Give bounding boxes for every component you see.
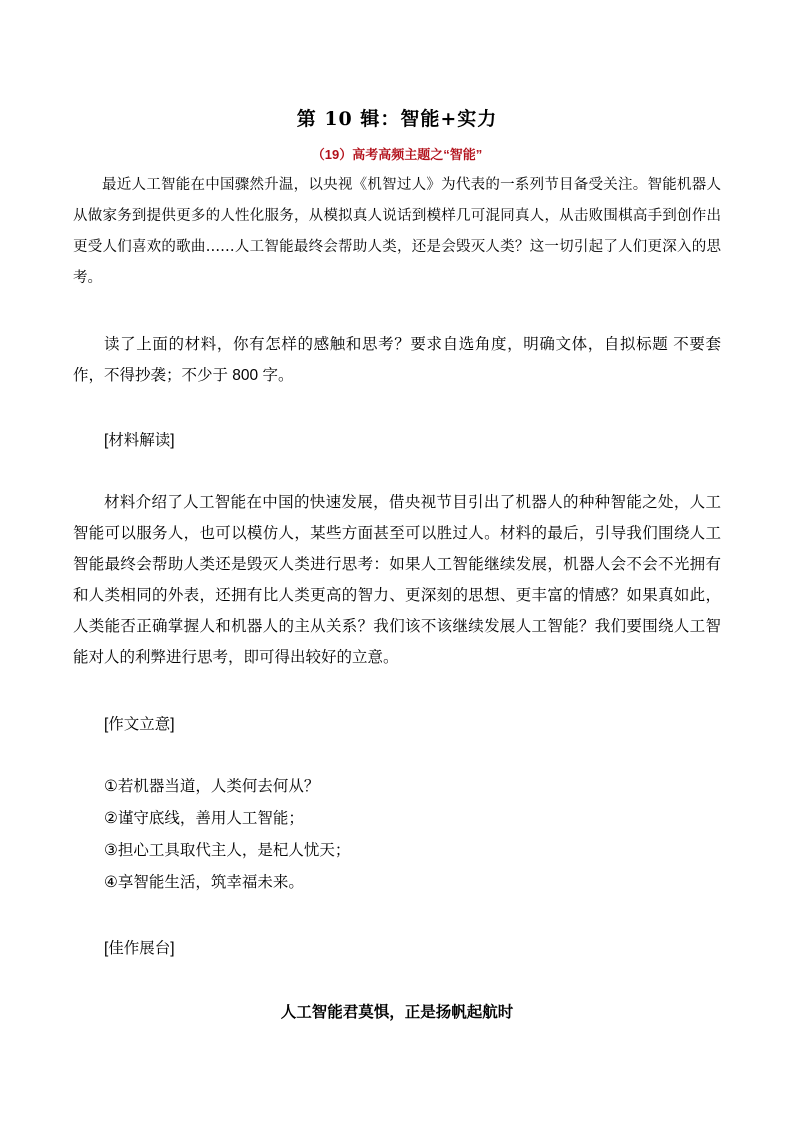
intro-paragraph: 最近人工智能在中国骤然升温，以央视《机智过人》为代表的一系列节目备受关注。智能机器人从做家务到提供更多的人性化服务，从模拟真人说话到模样几可混同真人，从击败围棋高手到创作出更受人们喜欢的歌曲……人工智能最终会帮助人类，还是会毁灭人类？这一切引起了人们更深入的思考。 — [73, 177, 721, 286]
essay-title: 人工智能君莫惧，正是扬帆起航时 — [280, 1004, 514, 1021]
idea-item: ③担心工具取代主人，是杞人忧天； — [104, 842, 351, 859]
material-label: [材料解读] — [104, 432, 175, 449]
idea-item: ④享智能生活，筑幸福未来。 — [104, 874, 304, 891]
idea-item: ②谨守底线，善用人工智能； — [104, 810, 304, 827]
idea-item: ①若机器当道，人类何去何从？ — [104, 778, 320, 795]
prompt-paragraph: 读了上面的材料，你有怎样的感触和思考？要求自选角度，明确文体，自拟标题 不要套作，不得抄袭；不少于 800 字。 — [73, 336, 721, 384]
ideas-label: [作文立意] — [104, 716, 175, 733]
document-title: 第 10 辑：智能+实力 — [296, 108, 498, 130]
showcase-label: [佳作展台] — [104, 940, 175, 957]
ideas-list — [104, 771, 350, 899]
material-paragraph: 材料介绍了人工智能在中国的快速发展，借央视节目引出了机器人的种种智能之处，人工智能可以服务人，也可以模仿人，某些方面甚至可以胜过人。材料的最后，引导我们围绕人工智能最终会帮助人类还是毁灭人类进行思考：如果人工智能继续发展，机器人会不会不光拥有和人类相同的外表，还拥有比人类更高的智力、更深刻的思想、更丰富的情感？如果真如此，人类能否正确掌握人和机器人的主从关系？我们该不该继续发展人工智能？我们要围绕人工智能对人的利弊进行思考，即可得出较好的立意。 — [73, 494, 721, 666]
document-subtitle: （19）高考高频主题之“智能” — [311, 147, 483, 162]
